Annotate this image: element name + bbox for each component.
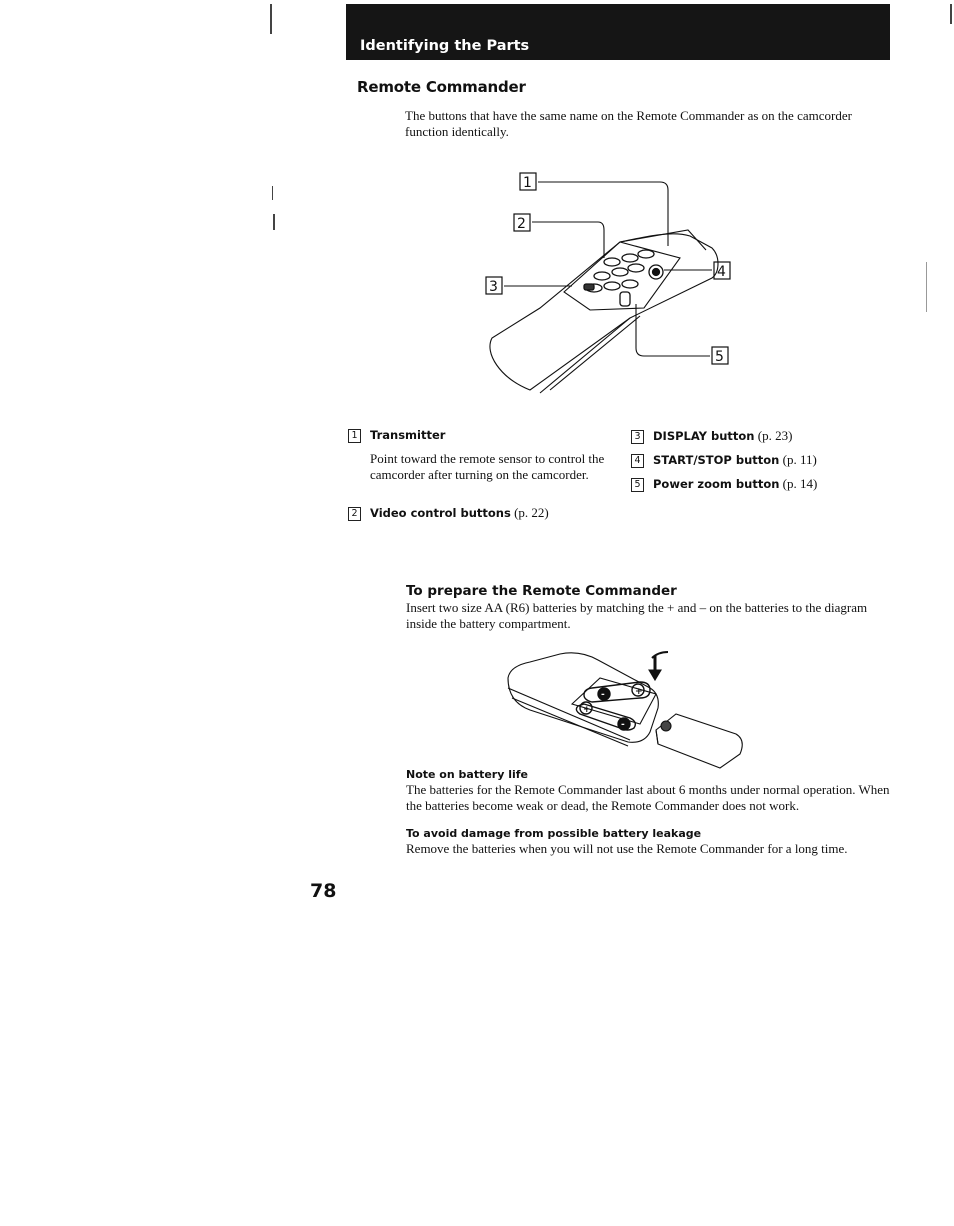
scan-mark — [273, 214, 275, 230]
section-header-title: Identifying the Parts — [360, 38, 530, 54]
battery-life-text: The batteries for the Remote Commander last about 6 months under normal operation. When the batteries become weak or dead, the Remote Commander does not work. — [406, 782, 890, 813]
svg-text:-: - — [621, 720, 625, 730]
scan-mark — [926, 262, 927, 312]
callout-2: 2 — [517, 216, 526, 232]
scan-mark — [272, 186, 273, 200]
part-name: Transmitter — [370, 428, 446, 442]
callout-3: 3 — [489, 279, 498, 295]
part-name: Power zoom button — [653, 477, 780, 491]
part-ref: (p. 14) — [779, 476, 818, 491]
callout-5: 5 — [715, 349, 724, 365]
svg-text:+: + — [635, 687, 643, 697]
leakage-text: Remove the batteries when you will not use the Remote Commander for a long time. — [406, 841, 848, 856]
leakage-heading: To avoid damage from possible battery leakage — [406, 827, 702, 840]
battery-insertion-diagram — [500, 648, 750, 774]
svg-text:+: + — [583, 705, 591, 715]
scan-mark — [270, 4, 272, 34]
part-number: 4 — [631, 454, 644, 468]
part-item-power-zoom — [631, 476, 817, 492]
callout-1: 1 — [523, 175, 532, 191]
part-ref: (p. 23) — [754, 428, 793, 443]
part-number: 3 — [631, 430, 644, 444]
svg-text:-: - — [601, 690, 605, 700]
part-number: 2 — [348, 507, 361, 521]
page-number: 78 — [310, 880, 337, 902]
scan-mark — [950, 4, 952, 24]
battery-life-heading: Note on battery life — [406, 768, 529, 781]
part-ref: (p. 11) — [779, 452, 817, 467]
page-title: Remote Commander — [357, 78, 526, 96]
part-number: 5 — [631, 478, 644, 492]
prepare-heading: To prepare the Remote Commander — [406, 583, 677, 599]
part-item-start-stop — [631, 452, 817, 468]
remote-commander-diagram — [480, 168, 740, 400]
transmitter-description: Point toward the remote sensor to control the camcorder after turning on the camcorder. — [370, 451, 605, 482]
part-item-video-control — [348, 505, 549, 521]
prepare-text: Insert two size AA (R6) batteries by matching the + and – on the batteries to the diagram inside the battery compartment. — [406, 600, 868, 631]
part-number: 1 — [348, 429, 361, 443]
part-item-transmitter — [348, 427, 445, 443]
part-ref: (p. 22) — [510, 505, 549, 520]
part-item-display — [631, 428, 792, 444]
part-name: DISPLAY button — [653, 429, 755, 443]
part-name: START/STOP button — [653, 453, 780, 467]
callout-4: 4 — [717, 264, 726, 280]
intro-paragraph: The buttons that have the same name on the Remote Commander as on the camcorder function identically. — [405, 108, 852, 139]
part-name: Video control buttons — [370, 506, 511, 520]
section-header-bar — [346, 4, 890, 60]
